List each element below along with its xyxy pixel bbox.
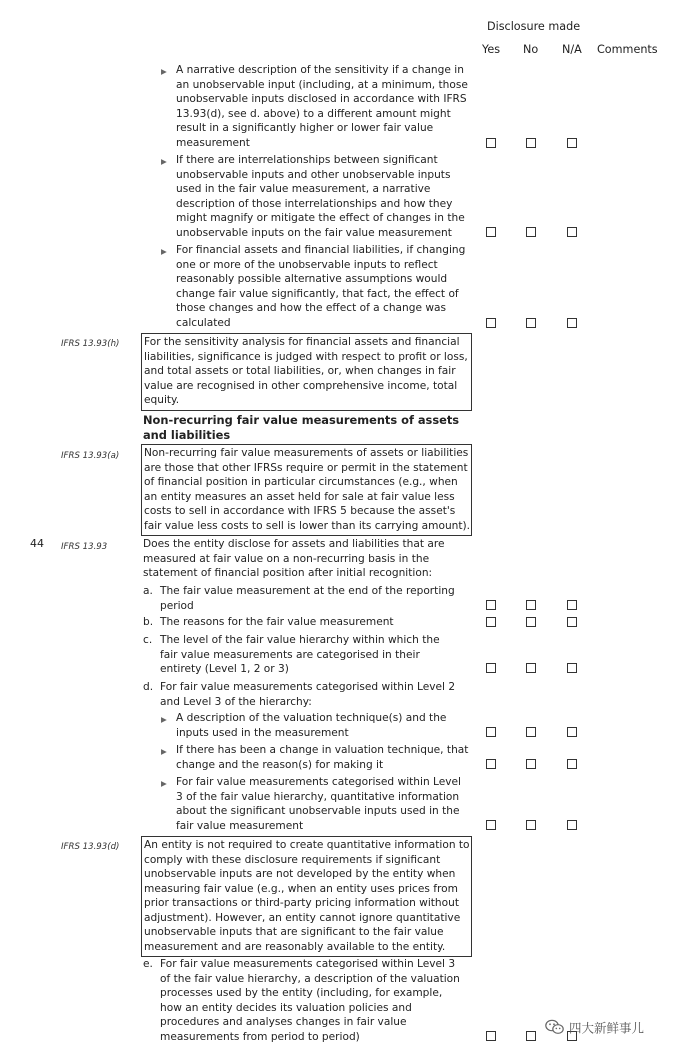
item-d-bullet-valuation-technique: A description of the valuation technique(s) and the inputs used in the measurement	[176, 712, 447, 739]
checkbox-na[interactable]	[567, 600, 577, 610]
disclosure-made-header: Disclosure made	[487, 20, 581, 33]
item-a-text: The fair value measurement at the end of the reporting period	[160, 585, 455, 612]
checkbox-yes[interactable]	[486, 1031, 496, 1041]
guidance-text: For the sensitivity analysis for financial assets and financial liabilities, significance is judged with respect to profit or loss, and total assets or total liabilities, or, when changes in fair value are recognised in other comprehensive income, total equity.	[144, 336, 468, 406]
question-text: Does the entity disclose for assets and liabilities that are measured at fair value on a non-recurring basis in the statement of financial position after initial recognition:	[143, 538, 445, 579]
bullet-arrow-icon: ▶	[161, 747, 167, 756]
guidance-box-sensitivity	[141, 333, 472, 411]
comments-column-header: Comments	[597, 43, 658, 56]
checkbox-no[interactable]	[526, 1031, 536, 1041]
checkbox-na[interactable]	[567, 227, 577, 237]
checkbox-yes[interactable]	[486, 227, 496, 237]
section-title: Non-recurring fair value measurements of assets and liabilities	[143, 413, 460, 442]
na-column-header: N/A	[562, 43, 582, 56]
checkbox-no[interactable]	[526, 318, 536, 328]
item-b-label: b.	[143, 616, 154, 628]
checkbox-na[interactable]	[567, 727, 577, 737]
item-d-label: d.	[143, 681, 154, 693]
yes-column-header: Yes	[482, 43, 501, 56]
checkbox-na[interactable]	[567, 759, 577, 769]
item-e-label: e.	[143, 958, 153, 970]
reference-ifrs-13-93: IFRS 13.93	[61, 542, 108, 552]
item-d-bullet-change-technique: If there has been a change in valuation technique, that change and the reason(s) for making it	[176, 744, 469, 771]
item-b-text: The reasons for the fair value measurement	[160, 616, 394, 628]
checkbox-no[interactable]	[526, 138, 536, 148]
bullet-arrow-icon: ▶	[161, 157, 167, 166]
checkbox-no[interactable]	[526, 727, 536, 737]
wechat-icon	[545, 1019, 565, 1039]
bullet-financial-assets: For financial assets and financial liabilities, if changing one or more of the unobservable inputs to reflect reasonably possible alternative assumptions would change fair value significantly, that fact, the effect of those changes and how the effect of a change was calculated	[176, 244, 466, 329]
checkbox-yes[interactable]	[486, 318, 496, 328]
item-e-text: For fair value measurements categorised within Level 3 of the fair value hierarchy, a description of the valuation processes used by the entity (including, for example, how an entity decides its valuation policies and procedures and analyses changes in fair value measurements from period to period)	[160, 958, 460, 1043]
checkbox-no[interactable]	[526, 820, 536, 830]
guidance-box-non-recurring	[141, 444, 472, 536]
question-number: 44	[30, 537, 44, 550]
no-column-header: No	[523, 43, 539, 56]
reference-ifrs-13-93-a: IFRS 13.93(a)	[61, 451, 120, 461]
checkbox-na[interactable]	[567, 138, 577, 148]
bullet-interrelationships: If there are interrelationships between significant unobservable inputs and other unobservable inputs used in the fair value measurement, a narrative description of those interrelationships and how they might magnify or mitigate the effect of changes in the unobservable inputs on the fair value measurement	[176, 154, 465, 239]
bullet-arrow-icon: ▶	[161, 779, 167, 788]
checkbox-na[interactable]	[567, 663, 577, 673]
guidance-text: Non-recurring fair value measurements of assets or liabilities are those that other IFRSs require or permit in the statement of financial position in particular circumstances (e.g., when an entity measures an asset held for sale at fair value less costs to sell in accordance with IFRS 5 because the asset's fair value less costs to sell is lower than its carrying amount).	[144, 447, 471, 532]
checkbox-yes[interactable]	[486, 617, 496, 627]
checkbox-no[interactable]	[526, 227, 536, 237]
bullet-sensitivity-narrative: A narrative description of the sensitivity if a change in an unobservable input (including, at a minimum, those unobservable inputs disclosed in accordance with IFRS 13.93(d), see d. above) to a different amount might result in a significantly higher or lower fair value measurement	[176, 64, 468, 149]
checkbox-no[interactable]	[526, 617, 536, 627]
item-a-label: a.	[143, 585, 153, 597]
guidance-box-quantitative-info	[141, 836, 472, 957]
checkbox-yes[interactable]	[486, 820, 496, 830]
checkbox-yes[interactable]	[486, 727, 496, 737]
bullet-arrow-icon: ▶	[161, 715, 167, 724]
checkbox-yes[interactable]	[486, 663, 496, 673]
checkbox-no[interactable]	[526, 600, 536, 610]
bullet-arrow-icon: ▶	[161, 67, 167, 76]
reference-ifrs-13-93-h: IFRS 13.93(h)	[61, 339, 120, 349]
bullet-arrow-icon: ▶	[161, 247, 167, 256]
item-c-text: The level of the fair value hierarchy within which the fair value measurements are categorised in their entirety (Level 1, 2 or 3)	[160, 634, 440, 675]
watermark	[545, 1019, 644, 1039]
checkbox-na[interactable]	[567, 820, 577, 830]
item-d-text: For fair value measurements categorised within Level 2 and Level 3 of the hierarchy:	[160, 681, 456, 708]
checkbox-na[interactable]	[567, 318, 577, 328]
checkbox-yes[interactable]	[486, 600, 496, 610]
reference-ifrs-13-93-d: IFRS 13.93(d)	[61, 842, 120, 852]
watermark-text: 四大新鲜事儿	[569, 1020, 645, 1036]
item-c-label: c.	[143, 634, 153, 646]
checkbox-no[interactable]	[526, 759, 536, 769]
checkbox-yes[interactable]	[486, 759, 496, 769]
checkbox-na[interactable]	[567, 617, 577, 627]
checkbox-yes[interactable]	[486, 138, 496, 148]
item-d-bullet-quantitative-info: For fair value measurements categorised within Level 3 of the fair value hierarchy, quantitative information about the significant unobservable inputs used in the fair value measurement	[176, 776, 461, 832]
checkbox-no[interactable]	[526, 663, 536, 673]
guidance-text: An entity is not required to create quantitative information to comply with these disclosure requirements if significant unobservable inputs are not developed by the entity when measuring fair value (e.g., when an entity uses prices from prior transactions or third-party pricing information without adjustment). However, an entity cannot ignore quantitative unobservable inputs that are significant to the fair value measurement and are reasonably available to the entity.	[144, 839, 470, 953]
